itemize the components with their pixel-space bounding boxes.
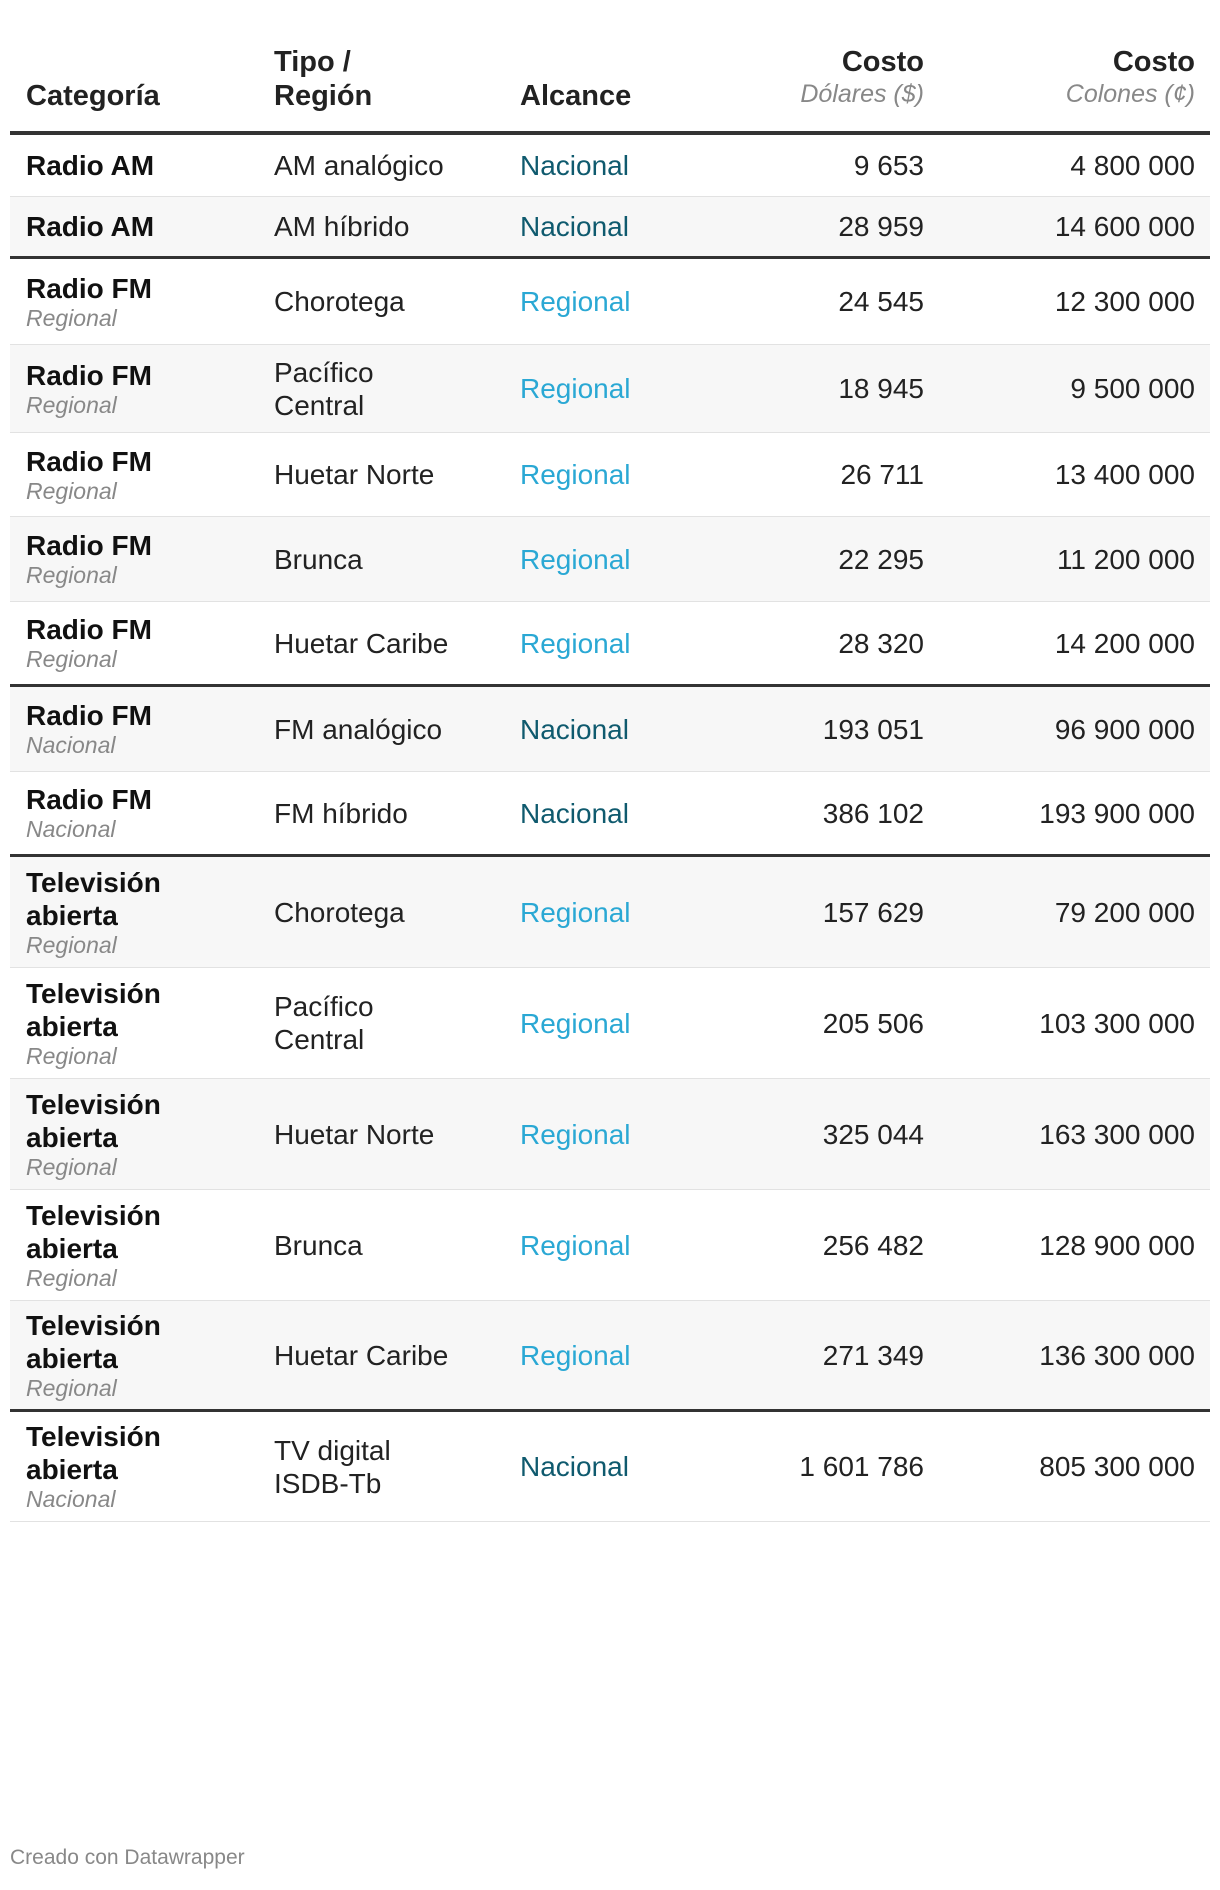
table-row: [10, 602, 1210, 687]
cell-categoria: [26, 1079, 256, 1189]
cell-costo-colones: 79 200 000: [1054, 896, 1195, 928]
header-costo-colones: Costo Colones (¢): [1065, 46, 1195, 108]
cell-costo-dolares: 28 320: [838, 627, 924, 659]
cell-alcance: Regional: [520, 543, 631, 575]
cell-alcance: Nacional: [520, 1451, 629, 1482]
tipo-label: Huetar Caribe: [274, 627, 449, 659]
tipo-label: Chorotega: [274, 896, 405, 928]
cell-costo-dolares: 1 601 786: [799, 1451, 924, 1482]
cell-costo-dolares: 271 349: [822, 1339, 924, 1371]
cell-alcance: Regional: [520, 1339, 631, 1371]
categoria-label: Radio FM: [26, 700, 152, 731]
cell-tipo-region: [274, 259, 504, 344]
cell-costo-colones: 14 200 000: [1054, 627, 1195, 659]
cell-categoria: [26, 857, 256, 967]
cell-categoria: [26, 197, 256, 256]
cell-costo-dolares: 18 945: [838, 373, 924, 404]
tipo-label: FM analógico: [274, 713, 443, 745]
cell-alcance: Regional: [520, 373, 631, 404]
categoria-label: Radio FM: [26, 272, 152, 304]
cell-costo-dolares: 325 044: [822, 1118, 924, 1150]
cell-tipo-region: [274, 433, 504, 516]
cell-costo-dolares: 157 629: [822, 896, 924, 928]
cell-tipo-region: [274, 197, 504, 256]
cell-tipo-region: [274, 1301, 504, 1409]
cell-costo-colones: 13 400 000: [1054, 459, 1195, 490]
header-tipo-region: [274, 45, 372, 113]
cell-costo-colones: 4 800 000: [1070, 150, 1195, 181]
categoria-sublabel: Regional: [26, 1264, 117, 1291]
cell-categoria: [26, 259, 256, 344]
categoria-label: Televisión abierta: [26, 1199, 161, 1264]
cell-costo-dolares: 256 482: [822, 1229, 924, 1261]
categoria-sublabel: Regional: [26, 1153, 117, 1180]
cell-tipo-region: [274, 968, 504, 1078]
header-alcance: Alcance: [520, 80, 632, 112]
cost-table: [10, 0, 1210, 1522]
table-row: [10, 259, 1210, 345]
tipo-label: Huetar Caribe: [274, 1339, 449, 1371]
cell-categoria: [26, 345, 256, 432]
cell-categoria: [26, 1190, 256, 1300]
categoria-label: Radio FM: [26, 359, 152, 391]
cell-alcance: Regional: [520, 286, 631, 317]
cell-categoria: [26, 1412, 256, 1521]
categoria-sublabel: Nacional: [26, 732, 116, 758]
tipo-label: Brunca: [274, 1229, 363, 1261]
cell-tipo-region: [274, 602, 504, 684]
tipo-label: AM híbrido: [274, 211, 410, 242]
categoria-label: Radio FM: [26, 530, 152, 561]
categoria-label: Televisión abierta: [26, 1088, 161, 1153]
table-row: [10, 772, 1210, 857]
cell-categoria: [26, 517, 256, 601]
table-row: [10, 135, 1210, 197]
cell-tipo-region: [274, 345, 504, 432]
tipo-label: Chorotega: [274, 286, 405, 317]
cell-costo-colones: 11 200 000: [1056, 543, 1195, 575]
cell-costo-dolares: 9 653: [853, 150, 924, 181]
cell-tipo-region: [274, 772, 504, 854]
cell-alcance: Nacional: [520, 150, 629, 181]
cell-costo-colones: 136 300 000: [1039, 1339, 1195, 1371]
cell-costo-dolares: 26 711: [840, 459, 924, 490]
header-tipo-label: Tipo / Región: [274, 46, 373, 112]
cell-tipo-region: [274, 1190, 504, 1300]
categoria-label: Televisión abierta: [26, 866, 161, 931]
table-row: [10, 517, 1210, 602]
cell-costo-colones: 14 600 000: [1054, 211, 1195, 242]
categoria-label: Radio AM: [26, 150, 155, 181]
cell-costo-colones: 12 300 000: [1054, 286, 1195, 317]
categoria-label: Radio AM: [26, 211, 155, 242]
cell-alcance: Nacional: [520, 797, 629, 829]
cell-categoria: [26, 687, 256, 771]
categoria-sublabel: Regional: [26, 477, 117, 504]
categoria-label: Televisión abierta: [26, 1421, 161, 1485]
cell-tipo-region: [274, 857, 504, 967]
table-row: [10, 1301, 1210, 1412]
cell-costo-dolares: 193 051: [822, 713, 924, 745]
tipo-label: Huetar Norte: [274, 1118, 435, 1150]
cell-costo-dolares: 22 295: [838, 543, 924, 575]
cell-alcance: Regional: [520, 1118, 631, 1150]
header-costo-dolares: Costo Dólares ($): [800, 46, 924, 108]
cell-alcance: Regional: [520, 1007, 631, 1039]
cell-costo-colones: 805 300 000: [1039, 1451, 1195, 1482]
cell-alcance: Regional: [520, 896, 631, 928]
tipo-label: Brunca: [274, 543, 363, 575]
categoria-label: Televisión abierta: [26, 1309, 161, 1374]
header-costo-colones-sub: Colones (¢): [1065, 80, 1195, 108]
categoria-label: Radio FM: [26, 614, 152, 645]
categoria-label: Radio FM: [26, 784, 152, 815]
table-row: [10, 968, 1210, 1079]
table-row: [10, 857, 1210, 968]
cell-categoria: [26, 968, 256, 1078]
table-row: [10, 687, 1210, 772]
cell-costo-dolares: 28 959: [838, 211, 924, 242]
cell-alcance: Regional: [520, 1229, 631, 1261]
cell-alcance: Nacional: [520, 713, 629, 745]
cell-categoria: [26, 772, 256, 854]
tipo-label: AM analógico: [274, 150, 444, 181]
header-categoria: Categoría: [26, 80, 160, 112]
cell-categoria: [26, 1301, 256, 1409]
tipo-label: FM híbrido: [274, 797, 408, 829]
table-row: [10, 345, 1210, 433]
table-row: [10, 1079, 1210, 1190]
tipo-label: TV digital ISDB-Tb: [274, 1434, 391, 1499]
cell-costo-dolares: 24 545: [838, 286, 924, 317]
cell-costo-colones: 103 300 000: [1039, 1007, 1195, 1039]
cell-tipo-region: [274, 517, 504, 601]
categoria-label: Televisión abierta: [26, 977, 161, 1042]
cell-costo-dolares: 205 506: [822, 1007, 924, 1039]
cell-costo-colones: 193 900 000: [1039, 797, 1195, 829]
categoria-sublabel: Nacional: [26, 816, 116, 842]
categoria-sublabel: Regional: [26, 1042, 117, 1069]
tipo-label: Pacífico Central: [274, 356, 374, 421]
categoria-sublabel: Regional: [26, 646, 117, 672]
footer-credit: Creado con Datawrapper: [10, 1846, 245, 1869]
categoria-sublabel: Regional: [26, 931, 117, 958]
cell-costo-colones: 96 900 000: [1054, 713, 1195, 745]
cell-tipo-region: [274, 1079, 504, 1189]
cell-costo-colones: 9 500 000: [1070, 373, 1195, 404]
tipo-label: Pacífico Central: [274, 991, 374, 1055]
tipo-label: Huetar Norte: [274, 459, 435, 490]
cell-alcance: Regional: [520, 459, 631, 490]
categoria-sublabel: Regional: [26, 1374, 117, 1401]
categoria-sublabel: Regional: [26, 391, 117, 418]
cell-tipo-region: [274, 135, 504, 196]
categoria-sublabel: Regional: [26, 562, 117, 588]
cell-tipo-region: [274, 1412, 504, 1521]
cell-categoria: [26, 602, 256, 684]
table-row: [10, 433, 1210, 517]
table-header: [10, 0, 1210, 135]
cell-costo-dolares: 386 102: [822, 797, 924, 829]
header-costo-dolares-sub: Dólares ($): [800, 80, 924, 108]
cell-alcance: Regional: [520, 627, 631, 659]
table-body: [10, 135, 1210, 1522]
categoria-label: Radio FM: [26, 445, 152, 477]
cell-costo-colones: 128 900 000: [1039, 1229, 1195, 1261]
cell-tipo-region: [274, 687, 504, 771]
table-row: [10, 1190, 1210, 1301]
cell-categoria: [26, 433, 256, 516]
cell-costo-colones: 163 300 000: [1039, 1118, 1195, 1150]
cell-categoria: [26, 135, 256, 196]
categoria-sublabel: Regional: [26, 304, 117, 331]
table-row: [10, 1412, 1210, 1522]
categoria-sublabel: Nacional: [26, 1486, 116, 1512]
table-row: [10, 197, 1210, 259]
cell-alcance: Nacional: [520, 211, 629, 242]
